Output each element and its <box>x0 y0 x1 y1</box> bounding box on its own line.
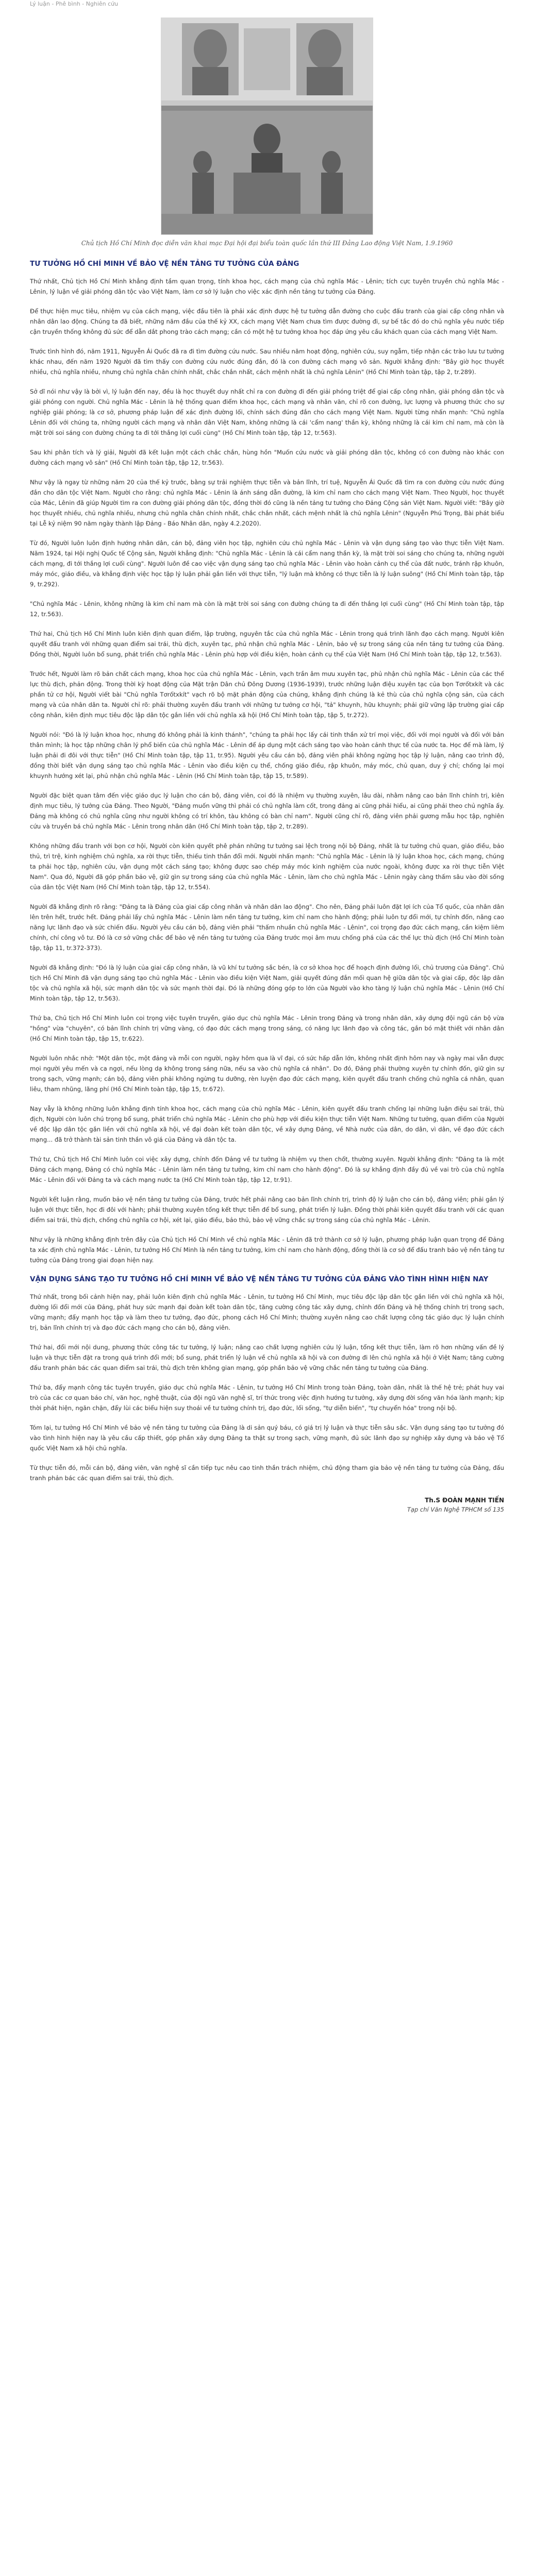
author-signature <box>30 1497 504 1513</box>
paragraph: Sau khi phân tích và lý giải, Người đã kết luận một cách chắc chắn, hùng hồn "Muốn cứu nước và giải phóng dân tộc, không có con đường nào khác con đường cách mạng vô sản" (Hồ Chí Minh toàn tập, tập 12, tr.563). <box>30 449 504 466</box>
paragraph: Thứ ba, Chủ tịch Hồ Chí Minh luôn coi trọng việc tuyên truyền, giáo dục chủ nghĩa Mác - Lênin trong Đảng và trong nhân dân, xây dựng đội ngũ cán bộ vừa "hồng" vừa "chuyên", có bản lĩnh chính trị vững vàng, có đạo đức cách mạng trong sáng, có năng lực lãnh đạo và công tác, gắn bó mật thiết với nhân dân (Hồ Chí Minh toàn tập, tập 15, tr.622). <box>30 1014 504 1042</box>
historical-photo-illustration <box>161 18 373 234</box>
paragraph: Nay vẫy là không những luôn khẳng định tính khoa học, cách mạng của chủ nghĩa Mác - Lênin, kiên quyết đấu tranh chống lại những luận điệu sai trái, thù địch, Người còn luôn chú trọng bổ sung, phát triển chủ nghĩa Mác - Lênin cho phù hợp với điều kiện thực tiễn Việt Nam. Những tư tưởng, quan điểm của Người về độc lập dân tộc gắn liền với chủ nghĩa xã hội, về đại đoàn kết toàn dân tộc, về xây dựng Đảng, về Nhà nước của dân, do dân, vì dân, về đạo đức cách mạng... đã trở thành tài sản tinh thần vô giá của Đảng và dân tộc ta. <box>30 1105 504 1143</box>
paragraph: Từ đó, Người luôn luôn định hướng nhân dân, cán bộ, đảng viên học tập, nghiên cứu chủ nghĩa Mác - Lênin và vận dụng sáng tạo vào thực tiễn Việt Nam. Năm 1924, tại Hội nghị Quốc tế Cộng sản, Người khẳng định: "Chủ nghĩa Mác - Lênin là cái cẩm nang thần kỳ, là mặt trời soi sáng cho chúng ta, những người cách mạng, đi tới thắng lợi cuối cùng". Người luôn đề cao việc vận dụng sáng tạo chủ nghĩa Mác - Lênin vào hoàn cảnh cụ thể của đất nước, tránh rập khuôn, máy móc, giáo điều, và khẳng định việc học tập lý luận phải gắn liền với thực tiễn, "lý luận mà không có thực tiễn là lý luận suông" (Hồ Chí Minh toàn tập, tập 9, tr.292). <box>30 539 504 588</box>
paragraph: Không những đấu tranh với bọn cơ hội, Người còn kiên quyết phê phán những tư tưởng sai lệch trong nội bộ Đảng, nhất là tư tưởng chủ quan, giáo điều, bảo thủ, trì trệ, kinh nghiệm chủ nghĩa, xa rời thực tiễn, thiếu tinh thần đổi mới. Người nhấn mạnh: "Chủ nghĩa Mác - Lênin là lý luận khoa học, cách mạng, chúng ta phải học tập, nghiên cứu, vận dụng một cách sáng tạo; không được sao chép máy móc kinh nghiệm của nước ngoài, không được xa rời thực tiễn Việt Nam". Qua đó, Người đã góp phần bảo vệ, giữ gìn sự trong sáng của chủ nghĩa Mác - Lênin, làm cho chủ nghĩa Mác - Lênin ngày càng thấm sâu vào đời sống của dân tộc Việt Nam (Hồ Chí Minh toàn tập, tập 12, tr.554). <box>30 842 504 891</box>
paragraph: Như vậy là ngay từ những năm 20 của thế kỷ trước, bằng sự trải nghiệm thực tiễn và bản lĩnh, trí tuệ, Nguyễn Ái Quốc đã tìm ra con đường cứu nước đúng đắn cho dân tộc Việt Nam. Người cho rằng: chủ nghĩa Mác - Lênin là ánh sáng dẫn đường, là kim chỉ nam cho cách mạng Việt Nam. Theo Người, học thuyết của Mác, Lênin đã giúp Người tìm ra con đường giải phóng dân tộc, đồng thời đó cũng là nền tảng tư tưởng cho Đảng Cộng sản Việt Nam. Người viết: "Bây giờ học thuyết nhiều, chủ nghĩa nhiều, nhưng chủ nghĩa chân chính nhất, chắc chắn nhất, cách mệnh nhất là chủ nghĩa Lênin" (Nguyễn Phú Trọng, Bài phát biểu tại Lễ kỷ niệm 90 năm ngày thành lập Đảng - Báo Nhân dân, ngày 4.2.2020). <box>30 479 504 527</box>
paragraph: Để thực hiện mục tiêu, nhiệm vụ của cách mạng, việc đầu tiên là phải xác định được hệ tư tưởng dẫn đường cho cuộc đấu tranh của giai cấp công nhân và nhân dân lao động. Chúng ta đã biết, những năm đầu của thế kỷ XX, cách mạng Việt Nam chưa tìm được đường đi, sự bế tắc đó do chủ nghĩa yêu nước tiếp cận truyền thống không đủ sức để dẫn dắt phong trào cách mạng; cần có một hệ tư tưởng khoa học đáp ứng yêu cầu khách quan của cách mạng Việt Nam. <box>30 308 504 335</box>
paragraph: Tóm lại, tư tưởng Hồ Chí Minh về bảo vệ nền tảng tư tưởng của Đảng là di sản quý báu, có giá trị lý luận và thực tiễn sâu sắc. Vận dụng sáng tạo tư tưởng đó vào tình hình hiện nay là yêu cầu cấp thiết, góp phần xây dựng Đảng ta thật sự trong sạch, vững mạnh, đủ sức lãnh đạo sự nghiệp xây dựng và bảo vệ Tổ quốc Việt Nam xã hội chủ nghĩa. <box>30 1424 504 1452</box>
paragraph: Trước hết, Người làm rõ bản chất cách mạng, khoa học của chủ nghĩa Mác - Lênin, vạch trần âm mưu xuyên tạc, phủ nhận chủ nghĩa Mác - Lênin của các thế lực thù địch, phản động. Trong thời kỳ hoạt động của Mặt trận Dân chủ Đông Dương (1936-1939), trước những luận điệu xuyên tạc của bọn Tơrốtxkít và các phần tử cơ hội, Người viết bài "Chủ nghĩa Tơrốtxkít" vạch rõ bộ mặt phản động của chúng, khẳng định chúng là kẻ thù của chủ nghĩa cộng sản, của cách mạng và của nhân dân ta. Người chỉ rõ: phải thường xuyên đấu tranh với những tư tưởng cơ hội, "tả" khuynh, hữu khuynh; phải giữ vững lập trường giai cấp công nhân, kiên định mục tiêu độc lập dân tộc gắn liền với chủ nghĩa xã hội (Hồ Chí Minh toàn tập, tập 5, tr.272). <box>30 670 504 719</box>
paragraph: Người kết luận rằng, muốn bảo vệ nền tảng tư tưởng của Đảng, trước hết phải nâng cao bản lĩnh chính trị, trình độ lý luận cho cán bộ, đảng viên; phải gắn lý luận với thực tiễn, học đi đôi với hành; phải thường xuyên tổng kết thực tiễn để bổ sung, phát triển lý luận. Đồng thời phải kiên quyết đấu tranh với các quan điểm sai trái, thù địch, chống chủ nghĩa cơ hội, xét lại, giáo điều, bảo thủ, bảo vệ vững chắc sự trong sáng của chủ nghĩa Mác - Lênin. <box>30 1196 504 1224</box>
paragraph: Người đã khẳng định: "Đó là lý luận của giai cấp công nhân, là vũ khí tư tưởng sắc bén, là cơ sở khoa học để hoạch định đường lối, chủ trương của Đảng". Chủ tịch Hồ Chí Minh đã vận dụng sáng tạo chủ nghĩa Mác - Lênin vào điều kiện Việt Nam, giải quyết đúng đắn mối quan hệ giữa dân tộc và giai cấp, độc lập dân tộc và chủ nghĩa xã hội, sức mạnh dân tộc và sức mạnh thời đại. Đó là những đóng góp to lớn của Người vào kho tàng lý luận chủ nghĩa Mác - Lênin (Hồ Chí Minh toàn tập, tập 12, tr.563). <box>30 964 504 1002</box>
top-strip <box>0 0 534 8</box>
paragraph: Trước tình hình đó, năm 1911, Nguyễn Ái Quốc đã ra đi tìm đường cứu nước. Sau nhiều năm hoạt động, nghiên cứu, suy ngẫm, tiếp nhận các trào lưu tư tưởng khác nhau, đến năm 1920 Người đã tìm thấy con đường cứu nước đúng đắn, đó là con đường cách mạng vô sản. Người khẳng định: "Bây giờ học thuyết nhiều, chủ nghĩa nhiều, nhưng chủ nghĩa chân chính nhất, chắc chắn nhất, cách mệnh nhất là chủ nghĩa Lênin" (Hồ Chí Minh toàn tập, tập 2, tr.289). <box>30 348 504 376</box>
paragraph: Người đã khẳng định rõ rằng: "Đảng ta là Đảng của giai cấp công nhân và nhân dân lao động". Cho nên, Đảng phải luôn đặt lợi ích của Tổ quốc, của nhân dân lên trên hết, trước hết. Đảng phải lấy chủ nghĩa Mác - Lênin làm nền tảng tư tưởng, kim chỉ nam cho hành động; phải luôn tự đổi mới, tự chỉnh đốn, nâng cao năng lực lãnh đạo và sức chiến đấu. Người yêu cầu cán bộ, đảng viên phải "thấm nhuần chủ nghĩa Mác - Lênin", coi trọng đạo đức cách mạng, cần kiệm liêm chính, chí công vô tư. Đó là cơ sở vững chắc để bảo vệ nền tảng tư tưởng của Đảng trước mọi âm mưu chống phá của các thế lực thù địch (Hồ Chí Minh toàn tập, tập 11, tr.372-373). <box>30 903 504 952</box>
paragraph: Người nói: "Đó là lý luận khoa học, nhưng đó không phải là kinh thánh", "chúng ta phải học lấy cái tinh thần xử trí mọi việc, đối với mọi người và đối với bản thân mình; là học tập những chân lý phổ biến của chủ nghĩa Mác - Lênin để áp dụng một cách sáng tạo vào hoàn cảnh thực tế của nước ta. Học để mà làm, lý luận phải đi đôi với thực tiễn" (Hồ Chí Minh toàn tập, tập 11, tr.95). Người yêu cầu cán bộ, đảng viên phải không ngừng học tập lý luận, nâng cao trình độ, đồng thời biết vận dụng sáng tạo chủ nghĩa Mác - Lênin vào điều kiện cụ thể, chống giáo điều, rập khuôn, máy móc, chủ quan, duy ý chí; chống lại mọi khuynh hướng xét lại, phủ nhận chủ nghĩa Mác - Lênin (Hồ Chí Minh toàn tập, tập 15, tr.589). <box>30 731 504 779</box>
section-title-2: VẬN DỤNG SÁNG TẠO TƯ TƯỞNG HỒ CHÍ MINH VỀ BẢO VỆ NỀN TẢNG TƯ TƯỞNG CỦA ĐẢNG VÀO TÌNH HÌNH HIỆN NAY <box>30 1275 489 1283</box>
paragraph: Như vậy là những khẳng định trên đây của Chủ tịch Hồ Chí Minh về chủ nghĩa Mác - Lênin đã trở thành cơ sở lý luận, phương pháp luận quan trọng để Đảng ta xác định chủ nghĩa Mác - Lênin, tư tưởng Hồ Chí Minh là nền tảng tư tưởng, kim chỉ nam cho hành động, đồng thời là cơ sở để đấu tranh bảo vệ nền tảng tư tưởng của Đảng trong giai đoạn hiện nay. <box>30 1236 504 1264</box>
article-photo <box>161 18 373 235</box>
paragraph: Sở dĩ nói như vậy là bởi vì, lý luận đến nay, đều là học thuyết duy nhất chỉ ra con đường đi đến giải phóng triệt để giai cấp công nhân, giải phóng dân tộc và giải phóng con người. Chủ nghĩa Mác - Lênin là hệ thống quan điểm khoa học, cách mạng và nhân văn, chỉ rõ con đường, lực lượng và phương thức cho sự nghiệp giải phóng; là cơ sở, phương pháp luận để xác định đường lối, chính sách đúng đắn cho cách mạng Việt Nam. Người từng nhấn mạnh: "Chủ nghĩa Lênin đối với chúng ta, những người cách mạng và nhân dân Việt Nam, không những là cái 'cẩm nang' thần kỳ, không những là cái kim chỉ nam, mà còn là mặt trời soi sáng con đường chúng ta đi tới thắng lợi cuối cùng" (Hồ Chí Minh toàn tập, tập 12, tr.563). <box>30 388 504 436</box>
author-publication: Tạp chí Văn Nghệ TPHCM số 135 <box>407 1506 504 1513</box>
paragraph: Từ thực tiễn đó, mỗi cán bộ, đảng viên, văn nghệ sĩ cần tiếp tục nêu cao tinh thần trách nhiệm, chủ động tham gia bảo vệ nền tảng tư tưởng của Đảng, đấu tranh phản bác các quan điểm sai trái, thù địch. <box>30 1464 504 1482</box>
paragraph: Người luôn nhắc nhở: "Một dân tộc, một đảng và mỗi con người, ngày hôm qua là vĩ đại, có sức hấp dẫn lớn, không nhất định hôm nay và ngày mai vẫn được mọi người yêu mến và ca ngợi, nếu lòng dạ không trong sáng nữa, nếu sa vào chủ nghĩa cá nhân". Do đó, Đảng phải thường xuyên tự chỉnh đốn, giữ gìn sự trong sạch, vững mạnh; cán bộ, đảng viên phải không ngừng tu dưỡng, rèn luyện đạo đức cách mạng, kiên quyết đấu tranh chống chủ nghĩa cá nhân, quan liêu, tham nhũng, lãng phí (Hồ Chí Minh toàn tập, tập 15, tr.672). <box>30 1055 504 1093</box>
paragraph: Thứ nhất, Chủ tịch Hồ Chí Minh khẳng định tầm quan trọng, tính khoa học, cách mạng của chủ nghĩa Mác - Lênin; tích cực tuyên truyền chủ nghĩa Mác - Lênin, lý luận về giải phóng dân tộc vào Việt Nam, làm cơ sở lý luận cho việc xác định nền tảng tư tưởng của Đảng. <box>30 278 504 295</box>
paragraph: Thứ tư, Chủ tịch Hồ Chí Minh luôn coi việc xây dựng, chỉnh đốn Đảng về tư tưởng là nhiệm vụ then chốt, thường xuyên. Người khẳng định: "Đảng ta là một Đảng cách mạng, Đảng có chủ nghĩa Mác - Lênin làm nền tảng tư tưởng, kim chỉ nam cho hành động". Đó là sự khẳng định đầy đủ về vai trò của chủ nghĩa Mác - Lênin đối với Đảng ta và cách mạng nước ta (Hồ Chí Minh toàn tập, tập 12, tr.91). <box>30 1156 504 1183</box>
paragraph: Thứ hai, đổi mới nội dung, phương thức công tác tư tưởng, lý luận; nâng cao chất lượng nghiên cứu lý luận, tổng kết thực tiễn, làm rõ hơn những vấn đề lý luận và thực tiễn đặt ra trong quá trình đổi mới; bổ sung, phát triển lý luận về chủ nghĩa xã hội và con đường đi lên chủ nghĩa xã hội ở Việt Nam; tăng cường đấu tranh phản bác các quan điểm sai trái, thù địch trên không gian mạng, góp phần bảo vệ vững chắc nền tảng tư tưởng của Đảng. <box>30 1344 504 1371</box>
paragraph: Thứ nhất, trong bối cảnh hiện nay, phải luôn kiên định chủ nghĩa Mác - Lênin, tư tưởng Hồ Chí Minh, mục tiêu độc lập dân tộc gắn liền với chủ nghĩa xã hội, đường lối đổi mới của Đảng, phát huy sức mạnh đại đoàn kết toàn dân tộc, tăng cường công tác xây dựng, chỉnh đốn Đảng và hệ thống chính trị trong sạch, vững mạnh; đẩy mạnh học tập và làm theo tư tưởng, đạo đức, phong cách Hồ Chí Minh; thường xuyên nâng cao chất lượng công tác giáo dục lý luận chính trị, bản lĩnh chính trị và đạo đức cách mạng cho cán bộ, đảng viên. <box>30 1293 504 1331</box>
author-name: Th.S ĐOÀN MẠNH TIẾN <box>425 1497 504 1504</box>
paragraph: "Chủ nghĩa Mác - Lênin, không những là kim chỉ nam mà còn là mặt trời soi sáng con đường chúng ta đi đến thắng lợi cuối cùng" (Hồ Chí Minh toàn tập, tập 12, tr.563). <box>30 600 504 618</box>
paragraph: Người đặc biệt quan tâm đến việc giáo dục lý luận cho cán bộ, đảng viên, coi đó là nhiệm vụ thường xuyên, lâu dài, nhằm nâng cao bản lĩnh chính trị, kiên định mục tiêu, lý tưởng của Đảng. Theo Người, "Đảng muốn vững thì phải có chủ nghĩa làm cốt, trong đảng ai cũng phải hiểu, ai cũng phải theo chủ nghĩa ấy. Đảng mà không có chủ nghĩa cũng như người không có trí khôn, tàu không có bàn chỉ nam". Người cũng chỉ rõ, đảng viên phải gương mẫu học tập, nghiên cứu và truyền bá chủ nghĩa Mác - Lênin trong nhân dân (Hồ Chí Minh toàn tập, tập 2, tr.289). <box>30 792 504 830</box>
paragraph: Thứ hai, Chủ tịch Hồ Chí Minh luôn kiên định quan điểm, lập trường, nguyên tắc của chủ nghĩa Mác - Lênin trong quá trình lãnh đạo cách mạng. Người kiên quyết đấu tranh với những quan điểm sai trái, thù địch, xuyên tạc, phủ nhận chủ nghĩa Mác - Lênin, bảo vệ sự trong sáng của nền tảng tư tưởng của Đảng. Đồng thời, Người luôn bổ sung, phát triển chủ nghĩa Mác - Lênin phù hợp với điều kiện, hoàn cảnh cụ thể của Việt Nam (Hồ Chí Minh toàn tập, tập 12, tr.563). <box>30 630 504 658</box>
photo-caption: Chủ tịch Hồ Chí Minh đọc diễn văn khai mạc Đại hội đại biểu toàn quốc lần thứ III Đảng Lao động Việt Nam, 1.9.1960 <box>81 240 453 247</box>
breadcrumb[interactable]: Lý luận - Phê bình - Nghiên cứu <box>30 1 119 7</box>
article-body <box>30 10 504 1513</box>
paragraph: Thứ ba, đẩy mạnh công tác tuyên truyền, giáo dục chủ nghĩa Mác - Lênin, tư tưởng Hồ Chí Minh trong toàn Đảng, toàn dân, nhất là thế hệ trẻ; phát huy vai trò của các cơ quan báo chí, văn học, nghệ thuật, của đội ngũ văn nghệ sĩ, trí thức trong việc định hướng tư tưởng, xây dựng đời sống văn hóa lành mạnh; kịp thời phát hiện, ngăn chặn, đẩy lùi các biểu hiện suy thoái về tư tưởng chính trị, đạo đức, lối sống, "tự diễn biến", "tự chuyển hóa" trong nội bộ. <box>30 1384 504 1412</box>
section-title-1: TƯ TƯỞNG HỒ CHÍ MINH VỀ BẢO VỆ NỀN TẢNG TƯ TƯỞNG CỦA ĐẢNG <box>30 260 299 268</box>
